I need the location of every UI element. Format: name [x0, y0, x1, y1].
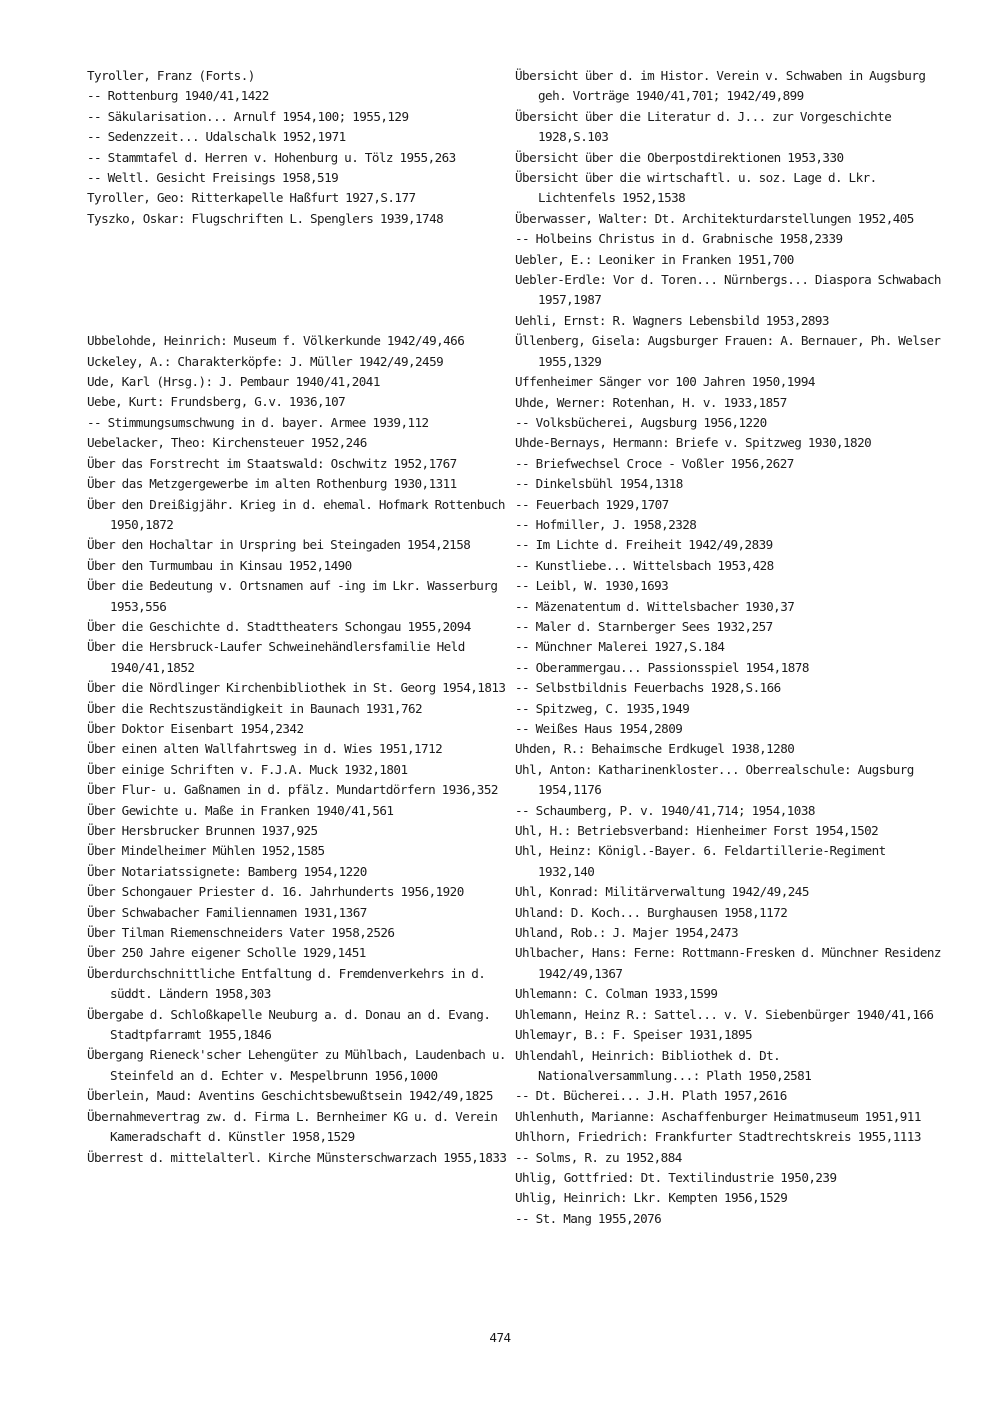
index-entry: -- Oberammergau... Passionsspiel 1954,1878	[515, 659, 809, 675]
left-column	[87, 66, 517, 1168]
index-entry: Über Tilman Riemenschneiders Vater 1958,2526	[87, 925, 395, 941]
index-entry: Über einen alten Wallfahrtsweg in d. Wies 1951,1712	[87, 741, 443, 757]
index-entry: Uhland: D. Koch... Burghausen 1958,1172	[515, 904, 788, 920]
index-entry: -- Maler d. Starnberger Sees 1932,257	[515, 618, 773, 634]
index-entry: Uffenheimer Sänger vor 100 Jahren 1950,1994	[515, 374, 815, 390]
index-entry: Über die Nördlinger Kirchenbibliothek in St. Georg 1954,1813	[87, 680, 506, 696]
index-entry: Uhlemayr, B.: F. Speiser 1931,1895	[515, 1027, 753, 1043]
index-entry: Über den Turmumbau in Kinsau 1952,1490	[87, 557, 352, 573]
index-entry: Uehli, Ernst: R. Wagners Lebensbild 1953,2893	[515, 312, 829, 328]
index-entry: Uhlhorn, Friedrich: Frankfurter Stadtrechtskreis 1955,1113	[515, 1129, 921, 1145]
index-entry: -- Solms, R. zu 1952,884	[515, 1149, 682, 1165]
index-entry: -- St. Mang 1955,2076	[515, 1210, 662, 1226]
index-entry: Über den Dreißigjähr. Krieg in d. ehemal. Hofmark Rottenbuch 1950,1872	[87, 496, 505, 532]
index-entry: -- Briefwechsel Croce - Voßler 1956,2627	[515, 455, 794, 471]
index-entry: Über die Bedeutung v. Ortsnamen auf -ing im Lkr. Wasserburg 1953,556	[87, 578, 498, 614]
index-entry: Uebe, Kurt: Frundsberg, G.v. 1936,107	[87, 394, 346, 410]
index-entry: -- Kunstliebe... Wittelsbach 1953,428	[515, 557, 774, 573]
index-entry: Über das Metzgergewerbe im alten Rothenburg 1930,1311	[87, 476, 457, 492]
index-entry: Überrest d. mittelalterl. Kirche Münsterschwarzach 1955,1833	[87, 1149, 507, 1165]
index-entry: Uhl, Heinz: Königl.-Bayer. 6. Feldartillerie-Regiment 1932,140	[515, 843, 886, 879]
index-entry: Übersicht über die wirtschaftl. u. soz. Lage d. Lkr. Lichtenfels 1952,1538	[515, 170, 877, 206]
index-entry: Uhlemann: C. Colman 1933,1599	[515, 986, 718, 1002]
index-entry: Über einige Schriften v. F.J.A. Muck 1932,1801	[87, 761, 408, 777]
index-entry: Uebler, E.: Leoniker in Franken 1951,700	[515, 251, 794, 267]
index-entry: Uhden, R.: Behaimsche Erdkugel 1938,1280	[515, 741, 795, 757]
index-entry: Übersicht über d. im Histor. Verein v. Schwaben in Augsburg geh. Vorträge 1940/41,701; 1942/49,899	[515, 68, 926, 104]
index-entry: Übergang Rieneck'scher Lehengüter zu Mühlbach, Laudenbach u. Steinfeld an d. Echter v. Mespelbrunn 1956,1000	[87, 1047, 506, 1083]
right-column	[515, 66, 945, 1229]
index-entry: Überdurchschnittliche Entfaltung d. Fremdenverkehrs in d. süddt. Ländern 1958,303	[87, 965, 486, 1002]
index-entry: -- Mäzenatentum d. Wittelsbacher 1930,37	[515, 598, 795, 614]
index-entry: -- Stammtafel d. Herren v. Hohenburg u. Tölz 1955,263	[87, 149, 456, 165]
index-entry: Überwasser, Walter: Dt. Architekturdarstellungen 1952,405	[515, 210, 914, 226]
index-entry: -- Schaumberg, P. v. 1940/41,714; 1954,1038	[515, 802, 815, 818]
index-entry: Über Hersbrucker Brunnen 1937,925	[87, 823, 318, 838]
index-entry: Über das Forstrecht im Staatswald: Oschwitz 1952,1767	[87, 455, 457, 471]
index-entry: -- Volksbücherei, Augsburg 1956,1220	[515, 414, 767, 430]
index-entry: -- Dinkelsbühl 1954,1318	[515, 476, 683, 492]
index-entry: Über Gewichte u. Maße in Franken 1940/41,561	[87, 802, 394, 818]
index-entry: -- Säkularisation... Arnulf 1954,100; 1955,129	[87, 108, 409, 124]
index-entry: Überlein, Maud: Aventins Geschichtsbewußtsein 1942/49,1825	[87, 1088, 493, 1104]
index-entry: Über die Rechtszuständigkeit in Baunach 1931,762	[87, 700, 423, 716]
entry-list-right	[515, 66, 945, 1229]
index-entry: Üllenberg, Gisela: Augsburger Frauen: A. Bernauer, Ph. Welser 1955,1329	[515, 333, 941, 369]
index-entry: Uebler-Erdle: Vor d. Toren... Nürnbergs... Diaspora Schwabach 1957,1987	[515, 272, 941, 308]
entry-list-t	[87, 66, 517, 229]
index-entry: Tyroller, Franz (Forts.)	[87, 68, 255, 83]
index-entry: -- Stimmungsumschwung in d. bayer. Armee 1939,112	[87, 414, 429, 430]
index-entry: Tyroller, Geo: Ritterkapelle Haßfurt 1927,S.177	[87, 190, 416, 206]
index-entry: Über 250 Jahre eigener Scholle 1929,1451	[87, 945, 366, 961]
index-entry: -- Im Lichte d. Freiheit 1942/49,2839	[515, 537, 773, 553]
index-entry: Uhlenhuth, Marianne: Aschaffenburger Heimatmuseum 1951,911	[515, 1108, 921, 1124]
index-entry: Ude, Karl (Hrsg.): J. Pembaur 1940/41,2041	[87, 374, 380, 390]
index-entry: -- Dt. Bücherei... J.H. Plath 1957,2616	[515, 1088, 787, 1104]
index-entry: Über Notariatssignete: Bamberg 1954,1220	[87, 863, 367, 879]
index-entry: -- Rottenburg 1940/41,1422	[87, 88, 269, 104]
index-entry: Uhlendahl, Heinrich: Bibliothek d. Dt. Nationalversammlung...: Plath 1950,2581	[515, 1047, 812, 1083]
entry-list-u	[87, 331, 517, 1168]
index-entry: -- Holbeins Christus in d. Grabnische 1958,2339	[515, 231, 843, 247]
index-entry: -- Sedenzzeit... Udalschalk 1952,1971	[87, 129, 346, 145]
index-entry: -- Hofmiller, J. 1958,2328	[515, 516, 697, 532]
index-entry: Über Mindelheimer Mühlen 1952,1585	[87, 843, 325, 859]
index-entry: -- Leibl, W. 1930,1693	[515, 578, 669, 594]
index-entry: Uhlemann, Heinz R.: Sattel... v. V. Siebenbürger 1940/41,166	[515, 1006, 934, 1022]
index-entry: -- Münchner Malerei 1927,S.184	[515, 639, 725, 655]
index-entry: Übersicht über die Oberpostdirektionen 1953,330	[515, 149, 844, 165]
index-entry: -- Selbstbildnis Feuerbachs 1928,S.166	[515, 680, 781, 696]
index-entry: Uhl, Anton: Katharinenkloster... Oberrealschule: Augsburg 1954,1176	[515, 761, 914, 798]
index-entry: Uhl, Konrad: Militärverwaltung 1942/49,245	[515, 884, 809, 900]
index-entry: Übersicht über die Literatur d. J... zur Vorgeschichte 1928,S.103	[515, 108, 892, 145]
index-entry: Uhlbacher, Hans: Ferne: Rottmann-Fresken d. Münchner Residenz 1942/49,1367	[515, 945, 941, 981]
index-entry: Uebelacker, Theo: Kirchensteuer 1952,246	[87, 435, 367, 451]
index-entry: Uckeley, A.: Charakterköpfe: J. Müller 1942/49,2459	[87, 353, 444, 369]
index-entry: Tyszko, Oskar: Flugschriften L. Spenglers 1939,1748	[87, 210, 444, 226]
index-entry: Uhlig, Gottfried: Dt. Textilindustrie 1950,239	[515, 1169, 837, 1185]
index-entry: Uhlig, Heinrich: Lkr. Kempten 1956,1529	[515, 1190, 788, 1206]
index-entry: Übernahmevertrag zw. d. Firma L. Bernheimer KG u. d. Verein Kameradschaft d. Künstler 1958,1529	[87, 1108, 498, 1145]
index-entry: Ubbelohde, Heinrich: Museum f. Völkerkunde 1942/49,466	[87, 333, 465, 349]
index-entry: -- Weißes Haus 1954,2809	[515, 721, 683, 736]
index-entry: Über die Hersbruck-Laufer Schweinehändlersfamilie Held 1940/41,1852	[87, 639, 465, 675]
index-entry: Über Schongauer Priester d. 16. Jahrhunderts 1956,1920	[87, 884, 464, 900]
index-entry: Uhl, H.: Betriebsverband: Hienheimer Forst 1954,1502	[515, 823, 879, 839]
index-entry: -- Feuerbach 1929,1707	[515, 496, 669, 512]
index-entry: Über Schwabacher Familiennamen 1931,1367	[87, 904, 367, 920]
index-entry: -- Spitzweg, C. 1935,1949	[515, 700, 690, 716]
index-entry: Über die Geschichte d. Stadttheaters Schongau 1955,2094	[87, 618, 471, 634]
index-entry: Über den Hochaltar in Urspring bei Steingaden 1954,2158	[87, 537, 471, 553]
index-entry: Uhland, Rob.: J. Majer 1954,2473	[515, 925, 739, 941]
index-entry: -- Weltl. Gesicht Freisings 1958,519	[87, 170, 339, 186]
index-entry: Uhde-Bernays, Hermann: Briefe v. Spitzweg 1930,1820	[515, 435, 872, 451]
index-entry: Über Doktor Eisenbart 1954,2342	[87, 720, 304, 736]
page-number: 474	[489, 1330, 511, 1345]
index-entry: Uhde, Werner: Rotenhan, H. v. 1933,1857	[515, 394, 787, 410]
index-entry: Übergabe d. Schloßkapelle Neuburg a. d. Donau an d. Evang. Stadtpfarramt 1955,1846	[87, 1006, 491, 1043]
index-entry: Über Flur- u. Gaßnamen in d. pfälz. Mundartdörfern 1936,352	[87, 782, 498, 798]
section-gap	[87, 229, 517, 331]
